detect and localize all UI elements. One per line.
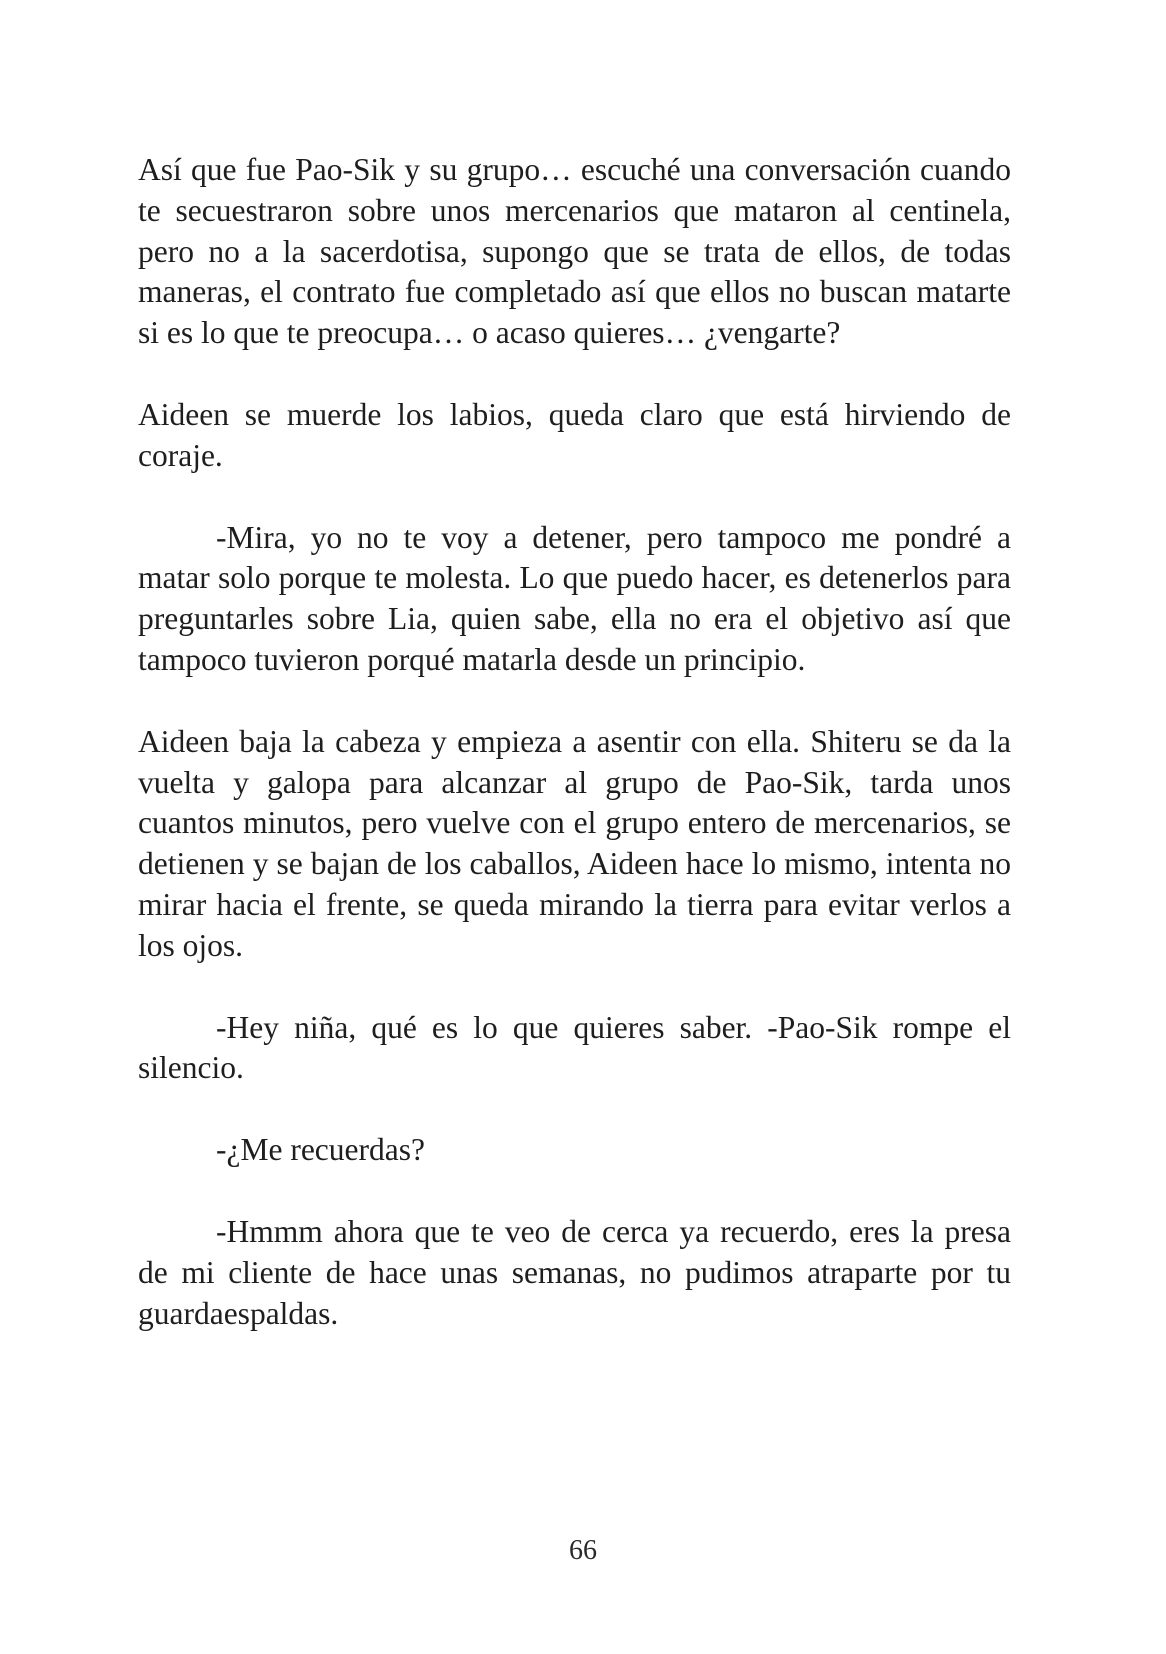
- paragraph-dialogue-4: -Hmmm ahora que te veo de cerca ya recuerdo, eres la presa de mi cliente de hace unas semanas, no pudimos atraparte por tu guardaespaldas.: [138, 1213, 1011, 1331]
- paragraph-dialogue-2: -Hey niña, qué es lo que quieres saber. -Pao-Sik rompe el silencio.: [138, 1009, 1011, 1086]
- paragraph-dialogue-3: -¿Me recuerdas?: [216, 1132, 425, 1168]
- paragraph-narration-1: Así que fue Pao-Sik y su grupo… escuché una conversación cuando te secuestraron sobre unos mercenarios que mataron al centinela, pero no a la sacerdotisa, supongo que se trata de ellos, de todas maneras, el contrato fue completado así que ellos no buscan matarte si es lo que te preocupa… o acaso quieres… ¿vengarte?: [138, 152, 1011, 351]
- page-body: [138, 150, 1011, 1375]
- paragraph-narration-2: Aideen se muerde los labios, queda claro que está hirviendo de coraje.: [138, 396, 1011, 473]
- paragraph-dialogue-1: -Mira, yo no te voy a detener, pero tampoco me pondré a matar solo porque te molesta. Lo que puedo hacer, es detenerlos para preguntarles sobre Lia, quien sabe, ella no era el objetivo así que tampoco tuvieron porqué matarla desde un principio.: [138, 519, 1011, 677]
- page-number: 66: [569, 1535, 597, 1566]
- paragraph-narration-3: Aideen baja la cabeza y empieza a asentir con ella. Shiteru se da la vuelta y galopa para alcanzar al grupo de Pao-Sik, tarda unos cuantos minutos, pero vuelve con el grupo entero de mercenarios, se detienen y se bajan de los caballos, Aideen hace lo mismo, intenta no mirar hacia el frente, se queda mirando la tierra para evitar verlos a los ojos.: [138, 723, 1011, 963]
